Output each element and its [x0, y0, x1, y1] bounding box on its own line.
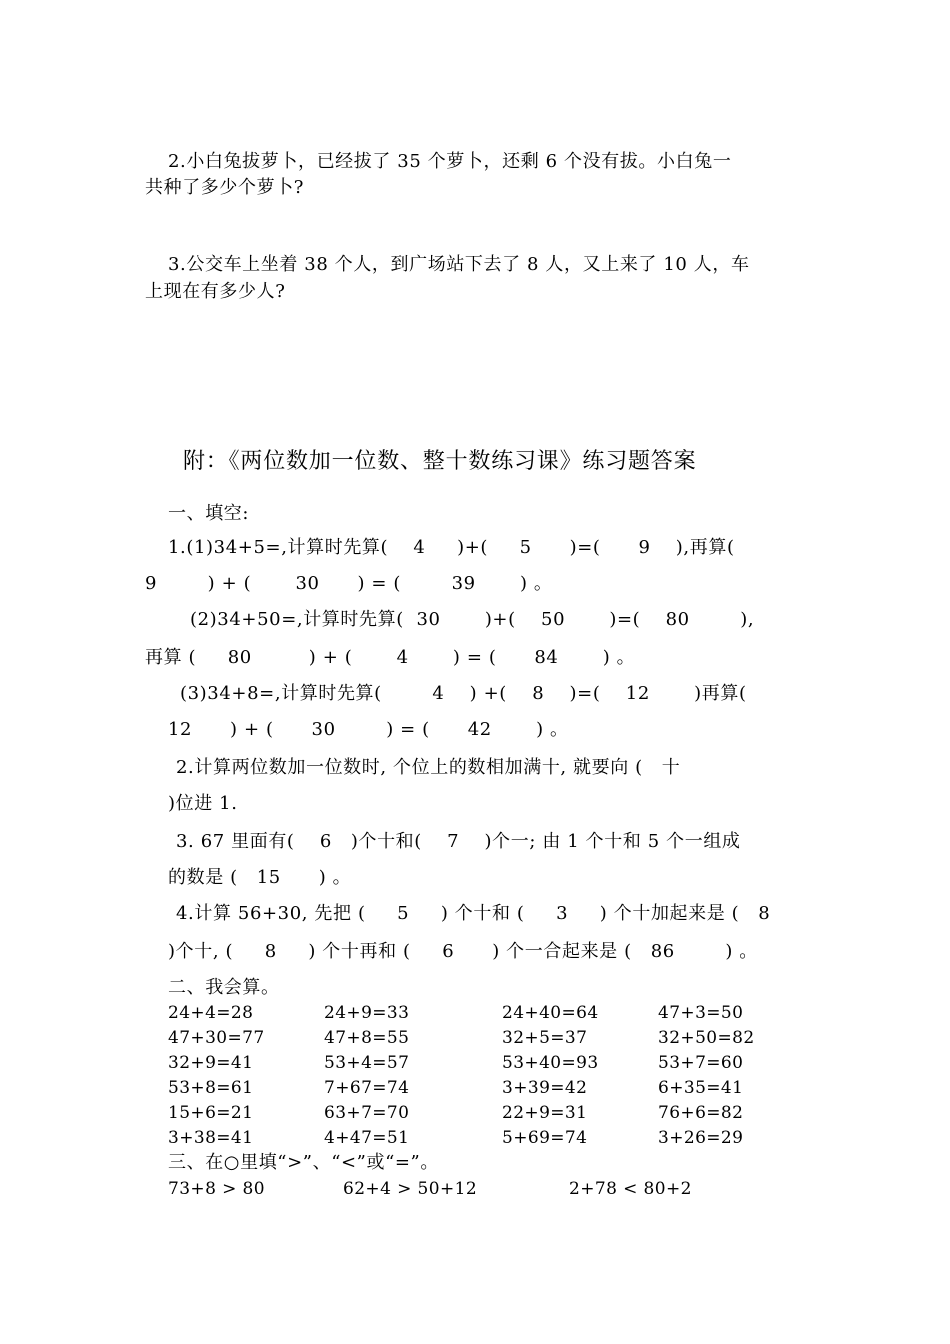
- fill-in-line: 2.计算两位数加一位数时, 个位上的数相加满十, 就要向 ( 十: [176, 757, 681, 778]
- fill-in-line: 4.计算 56+30, 先把 ( 5 ) 个十和 ( 3 ) 个十加起来是 ( 8: [176, 903, 771, 924]
- problem-2-line-2: 共种了多少个萝卜?: [145, 177, 305, 198]
- fill-in-line: (3)34+8=,计算时先算( 4 ) +( 8 )=( 12 )再算(: [180, 683, 747, 704]
- calc-cell: 32+5=37: [502, 1028, 588, 1048]
- problem-3-line-1: 3.公交车上坐着 38 个人，到广场站下去了 8 人，又上来了 10 人，车: [168, 254, 750, 275]
- fill-in-line: 9 ) + ( 30 ) = ( 39 ) 。: [145, 573, 553, 594]
- problem-2-line-1: 2.小白兔拔萝卜，已经拔了 35 个萝卜，还剩 6 个没有拔。小白兔一: [168, 151, 732, 172]
- calc-cell: 5+69=74: [502, 1128, 588, 1148]
- calc-cell: 47+8=55: [324, 1028, 410, 1048]
- fill-in-line: 3. 67 里面有( 6 )个十和( 7 )个一; 由 1 个十和 5 个一组成: [176, 831, 741, 852]
- fill-in-line: (2)34+50=,计算时先算( 30 )+( 50 )=( 80 ),: [190, 609, 755, 630]
- calc-cell: 53+7=60: [658, 1053, 744, 1073]
- calc-cell: 53+8=61: [168, 1078, 254, 1098]
- fill-in-line: 的数是 ( 15 ) 。: [168, 867, 352, 888]
- calc-cell: 63+7=70: [324, 1103, 410, 1123]
- comparison-item: 73+8 > 80: [168, 1179, 265, 1199]
- calc-cell: 24+9=33: [324, 1003, 410, 1023]
- calc-cell: 3+39=42: [502, 1078, 588, 1098]
- problem-3-line-2: 上现在有多少人?: [145, 281, 286, 302]
- answer-key-title: 附：《两位数加一位数、整十数练习课》练习题答案: [183, 449, 697, 474]
- fill-in-line: )位进 1.: [168, 793, 238, 814]
- calc-cell: 22+9=31: [502, 1103, 588, 1123]
- calc-cell: 76+6=82: [658, 1103, 744, 1123]
- fill-in-line: 1.(1)34+5=,计算时先算( 4 )+( 5 )=( 9 ),再算(: [168, 537, 735, 558]
- calc-cell: 4+47=51: [324, 1128, 410, 1148]
- section-3-heading: 三、在○里填“>”、“<”或“=”。: [168, 1152, 439, 1173]
- fill-in-line: 再算 ( 80 ) + ( 4 ) = ( 84 ) 。: [145, 647, 636, 668]
- calc-cell: 53+4=57: [324, 1053, 410, 1073]
- calc-cell: 3+38=41: [168, 1128, 254, 1148]
- calc-cell: 6+35=41: [658, 1078, 744, 1098]
- section-2-heading: 二、我会算。: [168, 977, 280, 998]
- calc-cell: 24+4=28: [168, 1003, 254, 1023]
- calc-cell: 15+6=21: [168, 1103, 254, 1123]
- calc-cell: 24+40=64: [502, 1003, 599, 1023]
- calc-cell: 32+50=82: [658, 1028, 755, 1048]
- fill-in-line: 12 ) + ( 30 ) = ( 42 ) 。: [168, 719, 569, 740]
- calc-cell: 32+9=41: [168, 1053, 254, 1073]
- calc-cell: 47+30=77: [168, 1028, 265, 1048]
- calc-cell: 53+40=93: [502, 1053, 599, 1073]
- comparison-item: 2+78 < 80+2: [569, 1179, 692, 1199]
- comparison-item: 62+4 > 50+12: [343, 1179, 478, 1199]
- section-1-heading: 一、填空:: [168, 503, 250, 524]
- calc-cell: 47+3=50: [658, 1003, 744, 1023]
- calc-cell: 7+67=74: [324, 1078, 410, 1098]
- fill-in-line: )个十, ( 8 ) 个十再和 ( 6 ) 个一合起来是 ( 86 ) 。: [168, 941, 758, 962]
- calc-cell: 3+26=29: [658, 1128, 744, 1148]
